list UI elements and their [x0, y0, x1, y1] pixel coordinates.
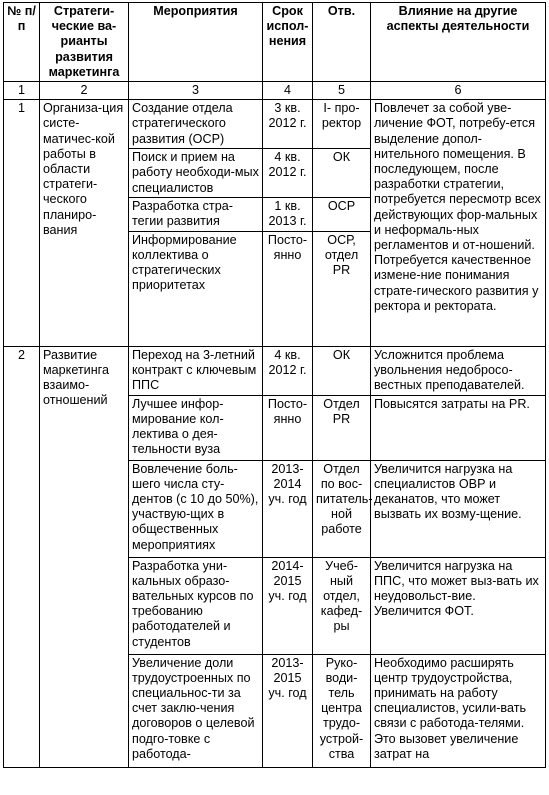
col-number: 6	[371, 82, 546, 100]
resp-cell: I- про-ректор	[313, 100, 371, 149]
header-row	[4, 3, 546, 82]
impact-cell: Усложнится проблема увольнения недобросо-вестных преподавателей.	[371, 346, 546, 395]
resp-cell: ОСР	[313, 198, 371, 231]
impact-cell: Увеличится нагрузка на специалистов ОВР и деканатов, что может вызвать их возму-щение.	[371, 460, 546, 557]
header-impact: Влияние на другие аспекты деятельности	[371, 3, 546, 82]
measure-cell: Создание отдела стратегического развития (ОСР)	[129, 100, 263, 149]
term-cell: Посто-янно	[263, 231, 313, 346]
resp-cell: Учеб-ный отдел, кафед-ры	[313, 557, 371, 654]
measure-cell: Вовлечение боль-шего числа сту-дентов (с 10 до 50%), участвую-щих в общественных мероприятиях	[129, 460, 263, 557]
section-number: 1	[4, 100, 40, 346]
measure-cell: Лучшее инфор-мирование кол-лектива о дея-тельности вуза	[129, 395, 263, 460]
col-number: 3	[129, 82, 263, 100]
term-cell: 2013-2015 уч. год	[263, 654, 313, 767]
col-number: 4	[263, 82, 313, 100]
col-number: 2	[40, 82, 129, 100]
header-term: Срок испол-нения	[263, 3, 313, 82]
header-measures: Мероприятия	[129, 3, 263, 82]
section-variant: Развитие маркетинга взаимо-отношений	[40, 346, 129, 767]
section-2-row-1	[4, 346, 546, 395]
col-number: 1	[4, 82, 40, 100]
measure-cell: Разработка стра-тегии развития	[129, 198, 263, 231]
term-cell: Посто-янно	[263, 395, 313, 460]
header-resp: Отв.	[313, 3, 371, 82]
measure-cell: Увеличение доли трудоустроенных по специальнос-ти за счет заклю-чения договоров о целевой подго-товке с работода-	[129, 654, 263, 767]
impact-cell: Повлечет за собой уве-личение ФОТ, потребу-ется выделение допол-нительного помещения. В последующем, после разработки стратегии, потребуется пересмотр всех действующих фор-мальных и неформаль-ных регламентов и от-ношений. Потребуется качественное измене-ние понимания страте-гического развития у ректора и ректората.	[371, 100, 546, 346]
resp-cell: Отдел PR	[313, 395, 371, 460]
term-cell: 4 кв. 2012 г.	[263, 346, 313, 395]
measure-cell: Переход на 3-летний контракт с ключевым ППС	[129, 346, 263, 395]
section-number: 2	[4, 346, 40, 767]
resp-cell: Руко-води-тель центра трудо-устрой-ства	[313, 654, 371, 767]
measure-cell: Разработка уни-кальных образо-вательных курсов по требованию работодателей и студентов	[129, 557, 263, 654]
section-1-row-1	[4, 100, 546, 149]
section-variant: Организа-ция систе-матичес-кой работы в области стратеги-ческого планиро-вания	[40, 100, 129, 346]
resp-cell: ОСР, отдел PR	[313, 231, 371, 346]
resp-cell: ОК	[313, 149, 371, 198]
measure-cell: Поиск и прием на работу необходи-мых специалистов	[129, 149, 263, 198]
measure-cell: Информирование коллектива о стратегических приоритетах	[129, 231, 263, 346]
col-number: 5	[313, 82, 371, 100]
impact-cell: Необходимо расширять центр трудоустройства, принимать на работу специалистов, усили-вать связи с работода-телями. Это вызовет увеличение затрат на	[371, 654, 546, 767]
term-cell: 4 кв. 2012 г.	[263, 149, 313, 198]
header-num: № п/п	[4, 3, 40, 82]
header-variant: Стратеги-ческие ва-рианты развития маркетинга	[40, 3, 129, 82]
term-cell: 2014-2015 уч. год	[263, 557, 313, 654]
term-cell: 2013-2014 уч. год	[263, 460, 313, 557]
impact-cell: Повысятся затраты на PR.	[371, 395, 546, 460]
resp-cell: ОК	[313, 346, 371, 395]
column-number-row	[4, 82, 546, 100]
resp-cell: Отдел по вос-питатель-ной работе	[313, 460, 371, 557]
strategy-table	[3, 2, 546, 768]
term-cell: 3 кв. 2012 г.	[263, 100, 313, 149]
term-cell: 1 кв. 2013 г.	[263, 198, 313, 231]
impact-cell: Увеличится нагрузка на ППС, что может выз-вать их неудовольст-вие. Увеличится ФОТ.	[371, 557, 546, 654]
